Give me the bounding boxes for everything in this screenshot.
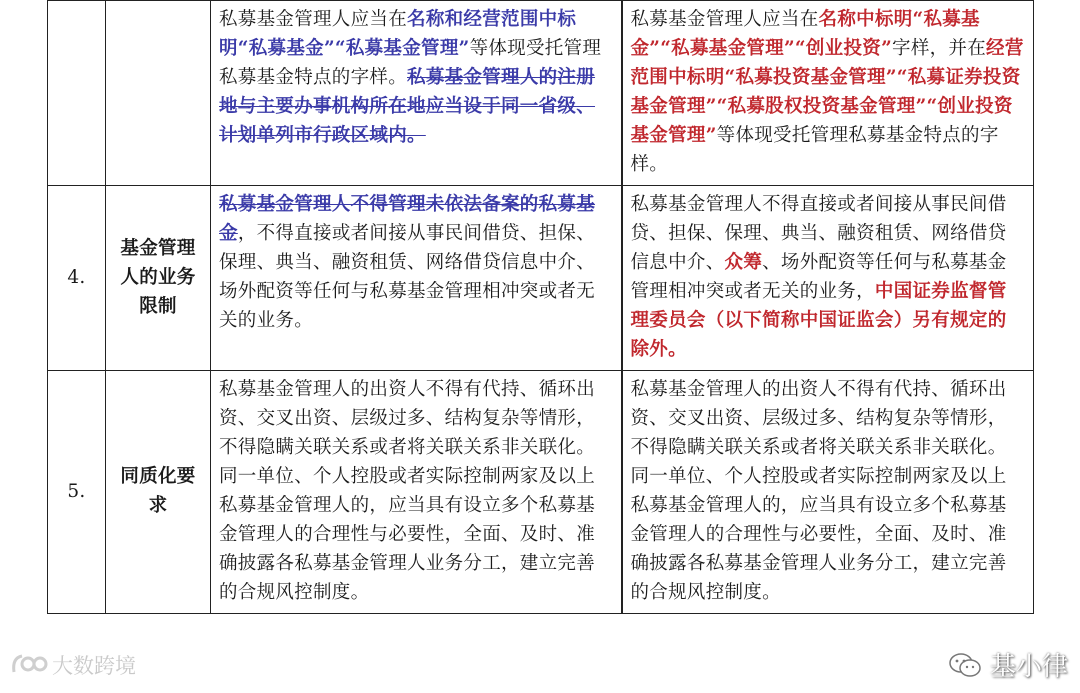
table-row xyxy=(48,1,1034,186)
added-text: 名称中标明“私募基金”“私募基金管理”“创业投资” xyxy=(630,9,980,59)
deleted-text: 私募基金管理人的注册地与主要办事机构所在地应当设于同一省级、计划单列市行政区域内。 xyxy=(219,67,596,146)
text-segment: ，不得直接或者间接从事民间借贷、担保、保理、典当、融资租赁、网络借贷信息中介、场外配资等任何与私募基金管理相冲突或者无关的业务。 xyxy=(219,223,596,331)
text-segment: 私募基金管理人的出资人不得有代持、循环出资、交叉出资、层级过多、结构复杂等情形，不得隐瞒关联关系或者将关联关系非关联化。同一单位、个人控股或者实际控制两家及以上私募基金管理人的，应当具有设立多个私募基金管理人的合理性与必要性，全面、及时、准确披露各私募基金管理人业务分工，建立完善的合规风控制度。 xyxy=(219,379,596,603)
comparison-table xyxy=(47,0,1034,614)
text-segment: 私募基金管理人的出资人不得有代持、循环出资、交叉出资、层级过多、结构复杂等情形，不得隐瞒关联关系或者将关联关系非关联化。同一单位、个人控股或者实际控制两家及以上私募基金管理人的，应当具有设立多个私募基金管理人的合理性与必要性，全面、及时、准确披露各私募基金管理人业务分工，建立完善的合规风控制度。 xyxy=(630,379,1007,603)
deleted-text: 私募基金管理人不得管理未依法备案的私募基金 xyxy=(219,194,596,244)
text-segment: 私募基金管理人应当在 xyxy=(219,9,408,30)
text-segment: 、场外配资等任何与私募基金管理相冲突或者无关的业务， xyxy=(630,252,1007,302)
row-number: 5. xyxy=(48,371,106,614)
highlighted-text: 名称和经营范围中标明“私募基金”“私募基金管理” xyxy=(219,9,577,59)
new-text-cell xyxy=(622,186,1034,371)
old-text-cell xyxy=(211,1,622,186)
row-topic: 同质化要求 xyxy=(106,371,211,614)
added-text: 经营范围中标明“私募投资基金管理”“私募证券投资基金管理”“私募股权投资基金管理”“创业投资基金管理” xyxy=(630,38,1024,146)
text-segment: 私募基金管理人不得直接或者间接从事民间借贷、担保、保理、典当、融资租赁、网络借贷信息中介、 xyxy=(630,194,1007,273)
text-segment: 私募基金管理人应当在 xyxy=(630,9,819,30)
row-topic xyxy=(106,1,211,186)
old-text-cell xyxy=(211,186,622,371)
table-row xyxy=(48,371,1034,614)
watermark-right-text: 基小律 xyxy=(989,652,1068,682)
text-segment: 等体现受托管理私募基金特点的字样。 xyxy=(630,125,999,175)
brand-logo-icon xyxy=(8,650,48,680)
text-segment: 字样，并在 xyxy=(892,38,987,59)
watermark-right xyxy=(948,646,1068,683)
text-segment: 等体现受托管理私募基金特点的字样。 xyxy=(219,38,602,88)
added-text: 众筹 xyxy=(724,252,763,273)
watermark-left-text: 大数跨境 xyxy=(52,654,136,678)
added-text: 中国证券监督管理委员会（以下简称中国证监会）另有规定的除外。 xyxy=(630,281,1007,360)
wechat-icon xyxy=(948,651,982,679)
old-text-cell xyxy=(211,371,622,614)
table-row xyxy=(48,186,1034,371)
new-text-cell xyxy=(622,1,1034,186)
watermark-left xyxy=(8,650,136,680)
row-number: 4. xyxy=(48,186,106,371)
row-number xyxy=(48,1,106,186)
new-text-cell xyxy=(622,371,1034,614)
row-topic: 基金管理人的业务限制 xyxy=(106,186,211,371)
